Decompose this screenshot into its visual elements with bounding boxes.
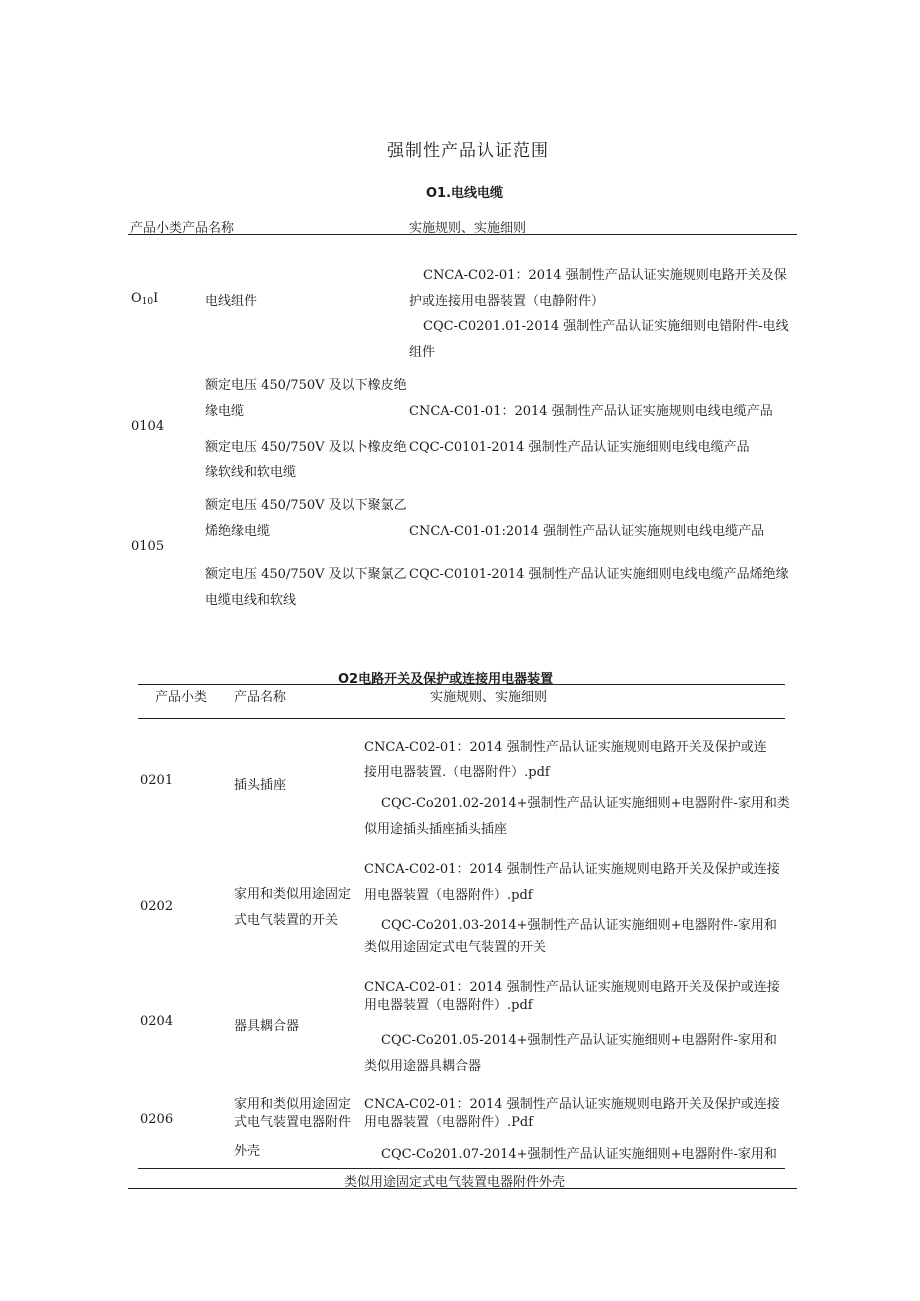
- product-code: 0206: [140, 1112, 174, 1127]
- product-code: $O_{10}I$: [131, 291, 159, 307]
- rule-text: CNCA-C02-01：2014 强制性产品认证实施规则电路开关及保护或连接: [364, 980, 780, 995]
- product-code: 0201: [140, 773, 174, 788]
- rule-text: CNCA-C02-01：2014 强制性产品认证实施规则电路开关及保护或连: [364, 740, 767, 755]
- product-name: 器具耦合器: [234, 1019, 300, 1034]
- rule-text: 组件: [409, 345, 436, 360]
- table-header-cell: 实施规则、实施细则: [409, 221, 527, 236]
- rule-text: CQC-Co201.03-2014+强制性产品认证实施细则+电器附件-家用和: [381, 918, 777, 933]
- product-name: 式电气装置电器附件: [234, 1115, 352, 1130]
- rule-text: CQC-Co201.02-2014+强制性产品认证实施细则+电器附件-家用和类: [381, 796, 790, 811]
- divider: [138, 1168, 785, 1169]
- product-name: 电线组件: [205, 294, 258, 309]
- product-name: 家用和类似用途固定: [234, 887, 352, 902]
- product-name: 家用和类似用途固定: [234, 1097, 352, 1112]
- rule-text: 用电器装置（电器附件）.pdf: [364, 888, 533, 903]
- rule-text: 护或连接用电器装置（电静附件）: [409, 294, 605, 309]
- product-name: 外壳: [234, 1144, 261, 1159]
- table-header-cell: 实施规则、实施细则: [430, 690, 548, 705]
- rule-text: CQC-C0201.01-2014 强制性产品认证实施细则电错附件-电线: [423, 319, 789, 334]
- rule-text: CNCA-C02-01：2014 强制性产品认证实施规则电路开关及保护或连接: [364, 1097, 780, 1112]
- product-code: 0104: [131, 419, 165, 434]
- table-footer-text: 类似用途固定式电气装置电器附件外壳: [344, 1175, 566, 1190]
- rule-text: CQC-C0101-2014 强制性产品认证实施细则电线电缆产品: [409, 440, 750, 455]
- rule-text: 类似用途固定式电气装置的开关: [364, 940, 547, 955]
- product-code: 0204: [140, 1014, 174, 1029]
- product-name: 烯绝缘电缆: [205, 524, 271, 539]
- table-header-cell: 产品小类产品名称: [130, 221, 235, 236]
- rule-text: CNCA-C02-01：2014 强制性产品认证实施规则电路开关及保护或连接: [364, 862, 780, 877]
- rule-text: 用电器装置（电器附件）.Pdf: [364, 1115, 534, 1130]
- product-name: 缘软线和软电缆: [205, 465, 297, 480]
- rule-text: CNCΛ-C01-01:2014 强制性产品认证实施规则电线电缆产品: [409, 524, 765, 539]
- page-title: 强制性产品认证范围: [387, 141, 549, 161]
- rule-text: 类似用途器具耦合器: [364, 1059, 482, 1074]
- divider: [138, 684, 785, 685]
- section-heading: O1.电线电缆: [426, 186, 504, 201]
- product-name: 额定电压 450/750V 及以下聚氯乙: [205, 567, 407, 582]
- product-name: 缘电缆: [205, 404, 245, 419]
- product-code: 0105: [131, 539, 165, 554]
- product-name: 式电气装置的开关: [234, 913, 339, 928]
- product-name: 插头插座: [234, 778, 287, 793]
- rule-text: 接用电器装置.（电器附件）.pdf: [364, 765, 550, 780]
- rule-text: 用电器装置（电器附件）.pdf: [364, 998, 533, 1013]
- divider: [128, 234, 797, 235]
- divider: [138, 718, 785, 719]
- rule-text: CQC-Co201.05-2014+强制性产品认证实施细则+电器附件-家用和: [381, 1033, 777, 1048]
- rule-text: CQC-Co201.07-2014+强制性产品认证实施细则+电器附件-家用和: [381, 1147, 777, 1162]
- table-header-cell: 产品小类: [155, 690, 208, 705]
- rule-text: 似用途插头插座插头插座: [364, 822, 508, 837]
- product-name: 额定电压 450/750V 及以卜橡皮绝: [205, 440, 407, 455]
- rule-text: CQC-C0101-2014 强制性产品认证实施细则电线电缆产品烯绝缘: [409, 567, 789, 582]
- rule-text: CNCA-C02-01：2014 强制性产品认证实施规则电路开关及保: [423, 268, 787, 283]
- table-header-cell: 产品名称: [234, 690, 287, 705]
- product-code: 0202: [140, 899, 174, 914]
- product-name: 额定电压 450/750V 及以下聚氯乙: [205, 498, 407, 513]
- divider: [128, 1188, 797, 1189]
- product-name: 电缆电线和软线: [205, 593, 297, 608]
- section-heading: O2电路开关及保护或连接用电器装置: [338, 672, 554, 687]
- rule-text: CNCA-C01-01：2014 强制性产品认证实施规则电线电缆产品: [409, 404, 773, 419]
- product-name: 额定电压 450/750V 及以下橡皮绝: [205, 378, 407, 393]
